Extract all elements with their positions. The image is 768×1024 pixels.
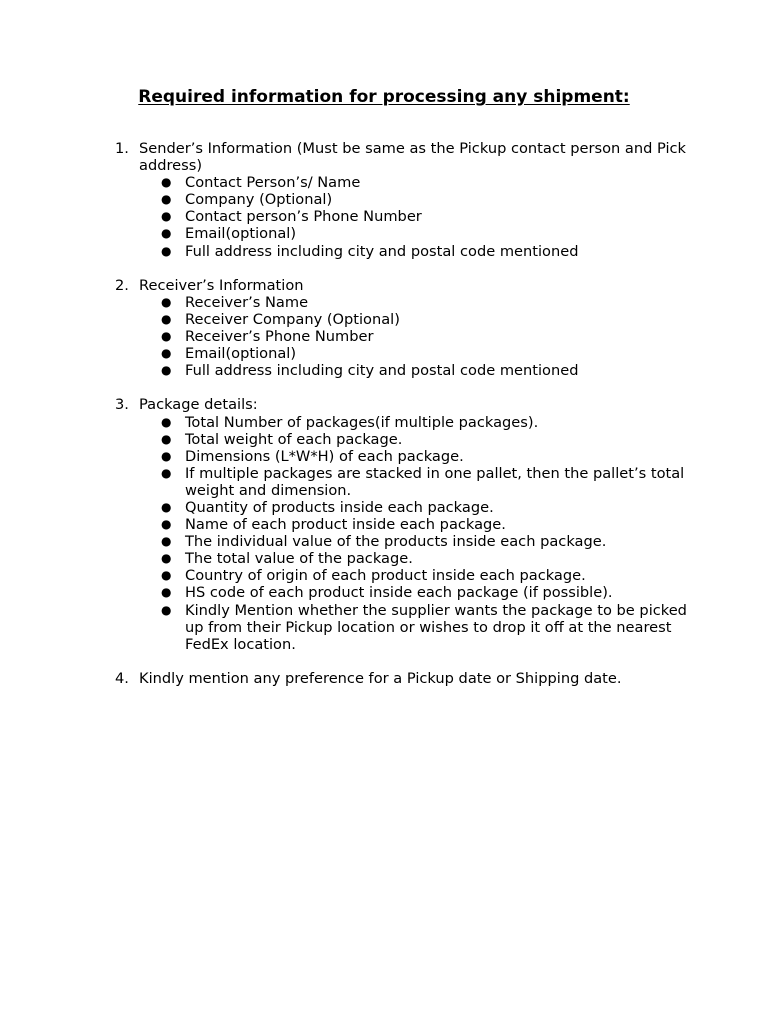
list-item-text: The individual value of the products inside each package. [185, 533, 607, 551]
list-item [139, 225, 692, 242]
section-package-details [112, 396, 692, 652]
section-heading: Sender’s Information (Must be same as the Pickup contact person and Pick address) [139, 140, 686, 175]
bullet-icon: ● [161, 499, 172, 514]
list-item-text: Full address including city and postal code mentioned [185, 242, 579, 260]
section-number: 4. [115, 669, 129, 687]
list-item [139, 584, 692, 601]
list-item [139, 243, 692, 260]
list-item [139, 602, 692, 653]
list-item-text: Contact person’s Phone Number [185, 208, 422, 226]
bullet-icon: ● [161, 517, 172, 532]
section-items [139, 174, 692, 259]
bullet-icon: ● [161, 363, 172, 378]
bullet-icon: ● [161, 414, 172, 429]
list-item-text: Total weight of each package. [185, 430, 403, 448]
list-item [139, 345, 692, 362]
list-item [139, 294, 692, 311]
section-heading: Kindly mention any preference for a Pickup date or Shipping date. [139, 669, 622, 687]
document-title-text: Required information for processing any shipment: [138, 87, 630, 107]
section-heading: Receiver’s Information [139, 276, 304, 294]
list-item [139, 465, 692, 499]
list-item [139, 362, 692, 379]
bullet-icon: ● [161, 534, 172, 549]
list-item-text: If multiple packages are stacked in one pallet, then the pallet’s total weight and dimension. [185, 464, 685, 499]
section-pickup-preference [112, 670, 692, 687]
list-item-text: Total Number of packages(if multiple packages). [185, 413, 539, 431]
bullet-icon: ● [161, 243, 172, 258]
list-item-text: Name of each product inside each package. [185, 516, 506, 534]
list-item-text: HS code of each product inside each package (if possible). [185, 584, 613, 602]
list-item [139, 550, 692, 567]
requirements-list [112, 140, 692, 704]
list-item-text: Email(optional) [185, 345, 297, 363]
bullet-icon: ● [161, 311, 172, 326]
list-item-text: Contact Person’s/ Name [185, 174, 361, 192]
list-item [139, 208, 692, 225]
bullet-icon: ● [161, 209, 172, 224]
section-items [139, 294, 692, 379]
section-number: 3. [115, 396, 129, 414]
bullet-icon: ● [161, 175, 172, 190]
list-item-text: Kindly Mention whether the supplier wants the package to be picked up from their Pickup location or wishes to drop it off at the nearest FedEx location. [185, 601, 687, 653]
list-item-text: The total value of the package. [185, 550, 413, 568]
list-item [139, 328, 692, 345]
bullet-icon: ● [161, 294, 172, 309]
section-heading: Package details: [139, 396, 258, 414]
list-item [139, 567, 692, 584]
list-item-text: Company (Optional) [185, 191, 333, 209]
list-item [139, 174, 692, 191]
list-item [139, 499, 692, 516]
list-item-text: Receiver Company (Optional) [185, 310, 400, 328]
bullet-icon: ● [161, 431, 172, 446]
list-item-text: Email(optional) [185, 225, 297, 243]
bullet-icon: ● [161, 226, 172, 241]
bullet-icon: ● [161, 568, 172, 583]
list-item-text: Full address including city and postal code mentioned [185, 362, 579, 380]
bullet-icon: ● [161, 192, 172, 207]
bullet-icon: ● [161, 346, 172, 361]
bullet-icon: ● [161, 602, 172, 617]
section-items [139, 414, 692, 653]
bullet-icon: ● [161, 551, 172, 566]
section-number: 2. [115, 276, 129, 294]
list-item [139, 448, 692, 465]
list-item [139, 431, 692, 448]
bullet-icon: ● [161, 448, 172, 463]
section-receiver-information [112, 277, 692, 380]
bullet-icon: ● [161, 465, 172, 480]
list-item [139, 533, 692, 550]
section-sender-information [112, 140, 692, 260]
list-item-text: Quantity of products inside each package. [185, 498, 494, 516]
list-item-text: Receiver’s Name [185, 293, 309, 311]
list-item-text: Country of origin of each product inside each package. [185, 567, 586, 585]
document-title [0, 85, 768, 109]
list-item [139, 516, 692, 533]
list-item [139, 311, 692, 328]
bullet-icon: ● [161, 585, 172, 600]
section-number: 1. [115, 140, 129, 157]
bullet-icon: ● [161, 329, 172, 344]
list-item [139, 414, 692, 431]
list-item-text: Receiver’s Phone Number [185, 328, 374, 346]
list-item [139, 191, 692, 208]
list-item-text: Dimensions (L*W*H) of each package. [185, 447, 464, 465]
